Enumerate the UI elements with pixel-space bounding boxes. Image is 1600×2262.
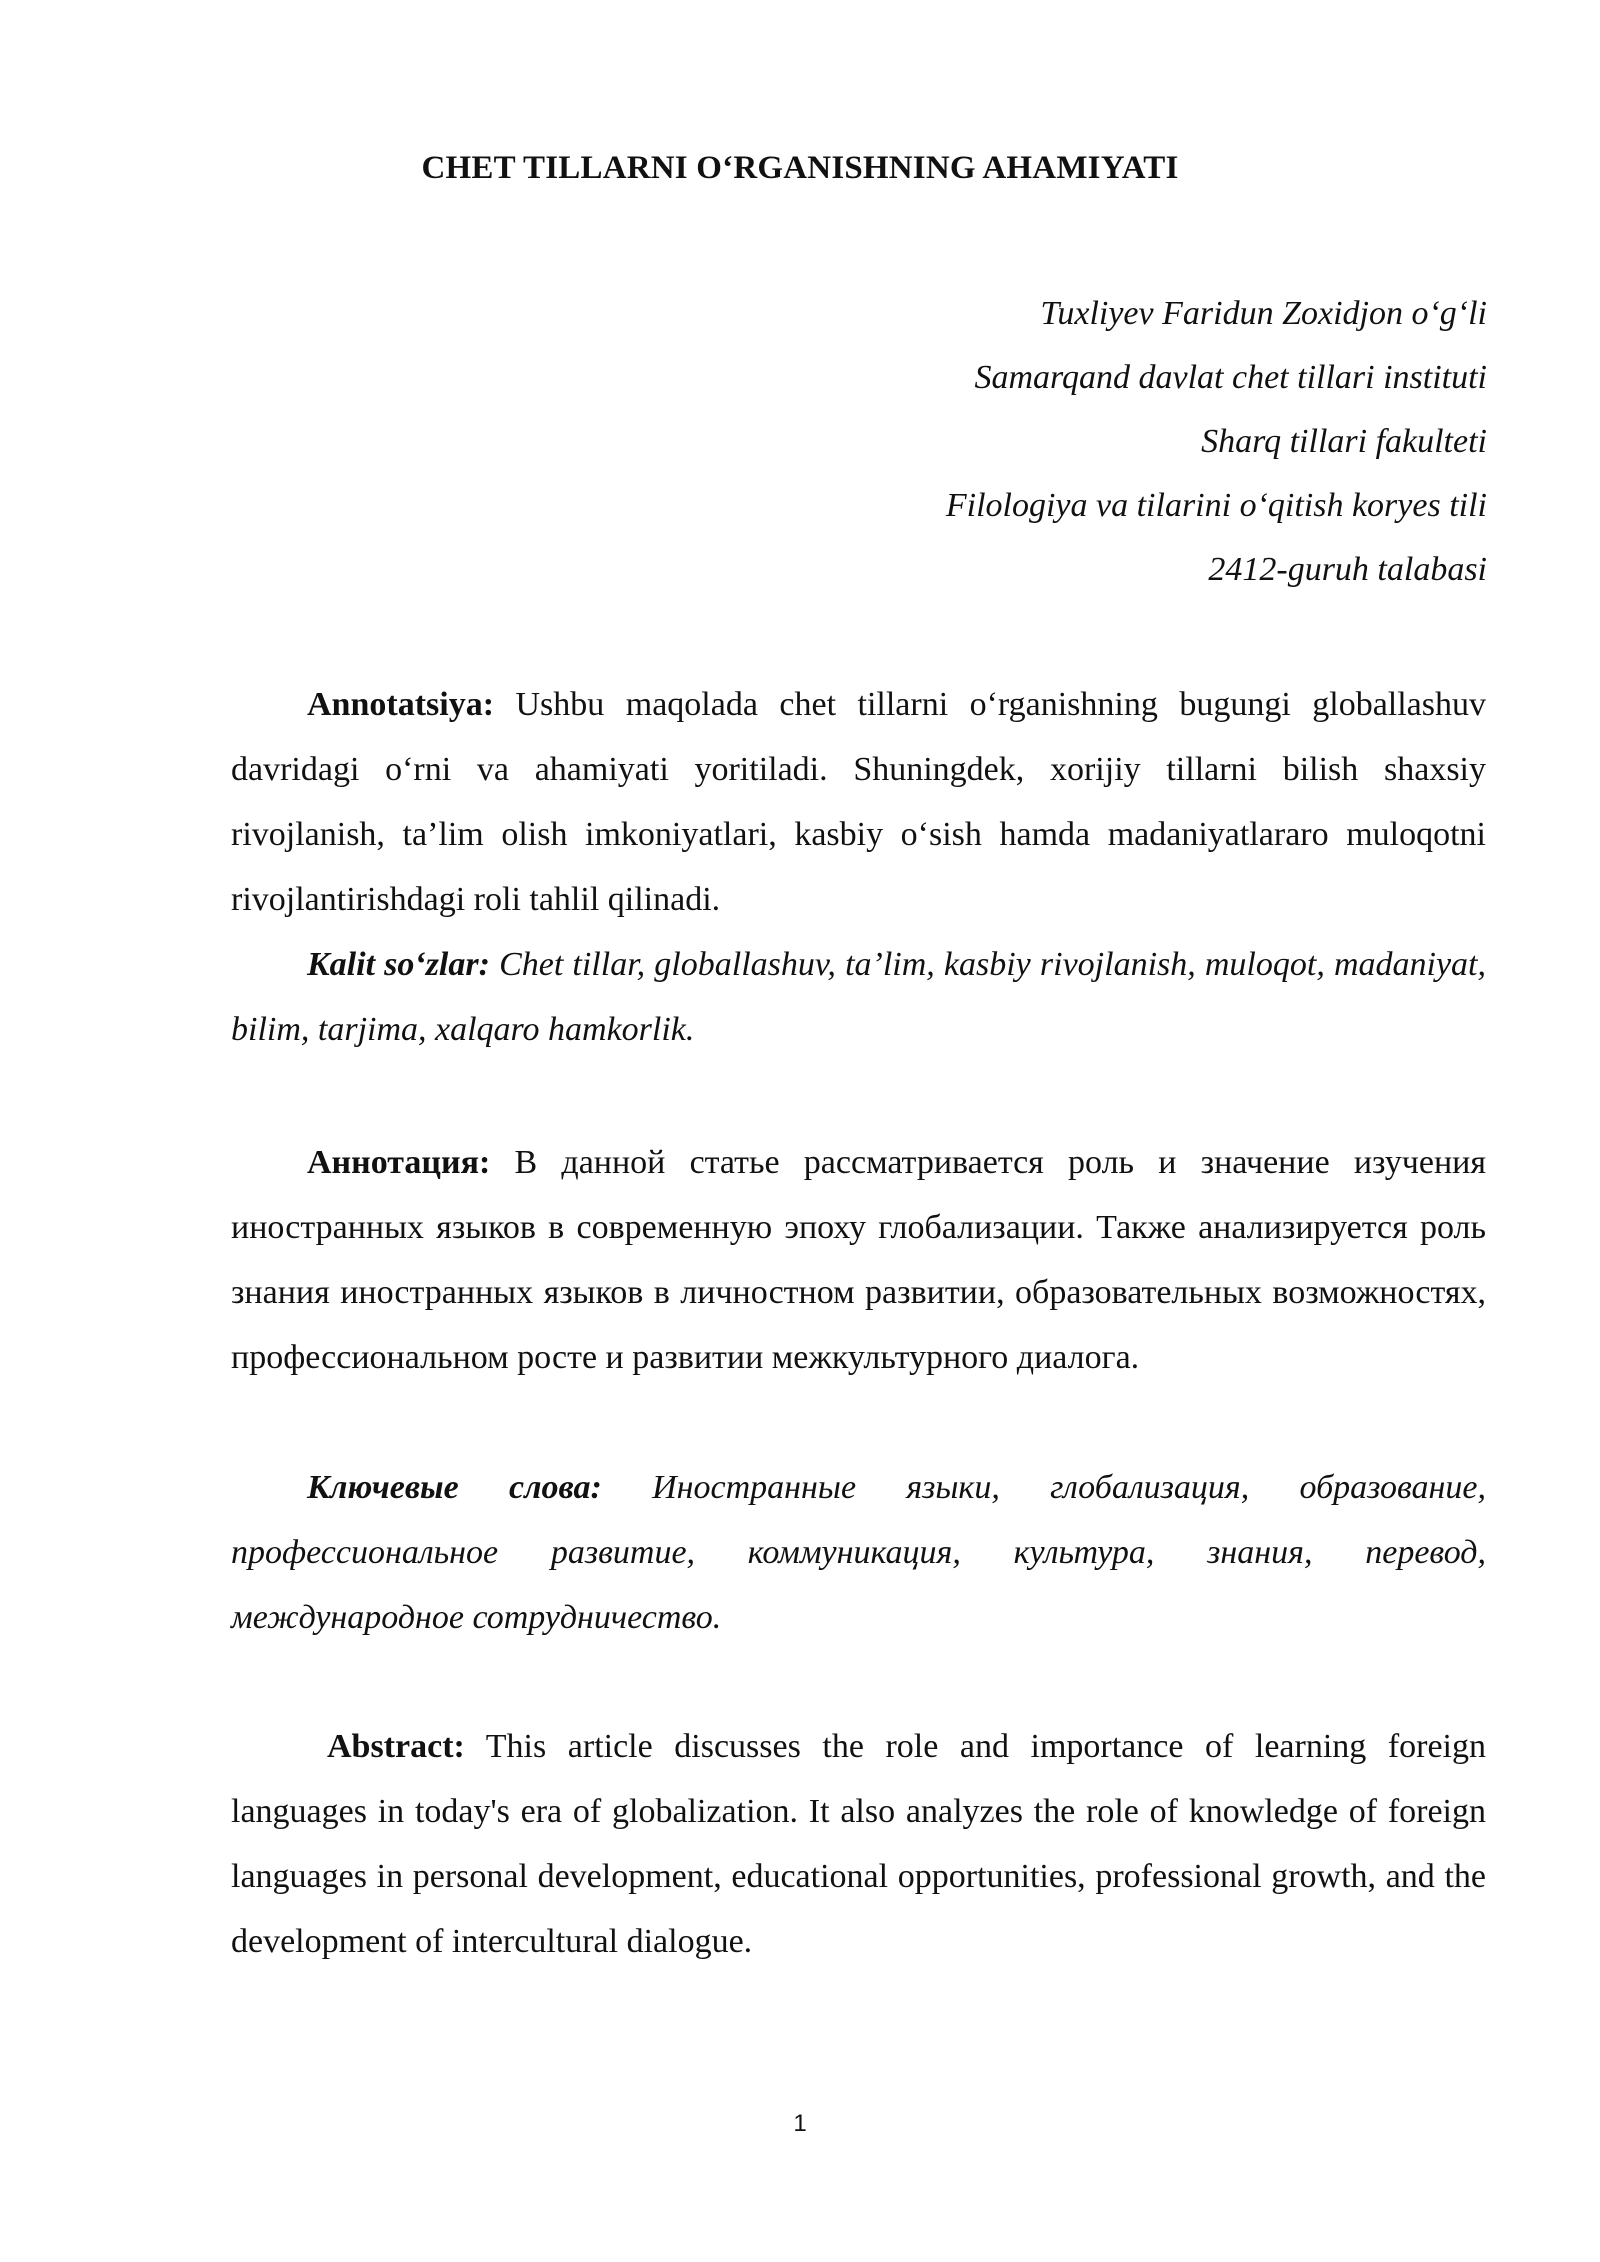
keywords-russian xyxy=(231,1455,1486,1650)
annotation-russian-label: Аннотация: xyxy=(307,1144,491,1181)
keywords-uzbek xyxy=(231,932,1486,1062)
annotation-uzbek xyxy=(231,672,1486,932)
keywords-uzbek-label: Kalit so‘zlar: xyxy=(307,946,490,983)
paper-title: CHET TILLARNI O‘RGANISHNING AHAMIYATI xyxy=(421,150,1179,186)
abstract-english-text: This article discusses the role and importance of learning foreign languages in today's era of globalization. It also analyzes the role of knowledge of foreign languages in personal development, educational opportunities, professional growth, and the development of intercultural dialogue. xyxy=(231,1728,1486,1960)
abstract-english-label: Abstract: xyxy=(327,1728,465,1765)
author-block xyxy=(587,282,1487,602)
author-institution: Samarqand davlat chet tillari instituti xyxy=(974,359,1487,396)
keywords-russian-label: Ключевые слова: xyxy=(307,1469,602,1506)
annotation-russian-text: В данной статье рассматривается роль и значение изучения иностранных языков в современную эпоху глобализации. Также анализируется роль знания иностранных языков в личностном развитии, образовательных возможностях, профессиональном росте и развитии межкультурного диалога. xyxy=(231,1144,1486,1376)
keywords-uzbek-text: Chet tillar, globallashuv, ta’lim, kasbiy rivojlanish, muloqot, madaniyat, bilim, tarjima, xalqaro hamkorlik. xyxy=(231,946,1486,1048)
annotation-uzbek-label: Annotatsiya: xyxy=(307,686,495,723)
page-number: 1 xyxy=(793,2110,807,2137)
keywords-russian-text: Иностранные языки, глобализация, образование, профессиональное развитие, коммуникация, культура, знания, перевод, международное сотрудничество. xyxy=(231,1469,1486,1636)
author-department: Filologiya va tilarini o‘qitish koryes tili xyxy=(945,487,1487,524)
annotation-uzbek-text: Ushbu maqolada chet tillarni o‘rganishning bugungi globallashuv davridagi o‘rni va ahamiyati yoritiladi. Shuningdek, xorijiy tillarni bilish shaxsiy rivojlanish, ta’lim olish imkoniyatlari, kasbiy o‘sish hamda madaniyatlararo muloqotni rivojlantirishdagi roli tahlil qilinadi. xyxy=(231,686,1486,918)
annotation-russian xyxy=(231,1130,1486,1390)
abstract-english xyxy=(231,1714,1486,1974)
author-group: 2412-guruh talabasi xyxy=(1208,551,1487,588)
author-faculty: Sharq tillari fakulteti xyxy=(1201,423,1487,460)
author-name: Tuxliyev Faridun Zoxidjon o‘g‘li xyxy=(1040,295,1487,332)
